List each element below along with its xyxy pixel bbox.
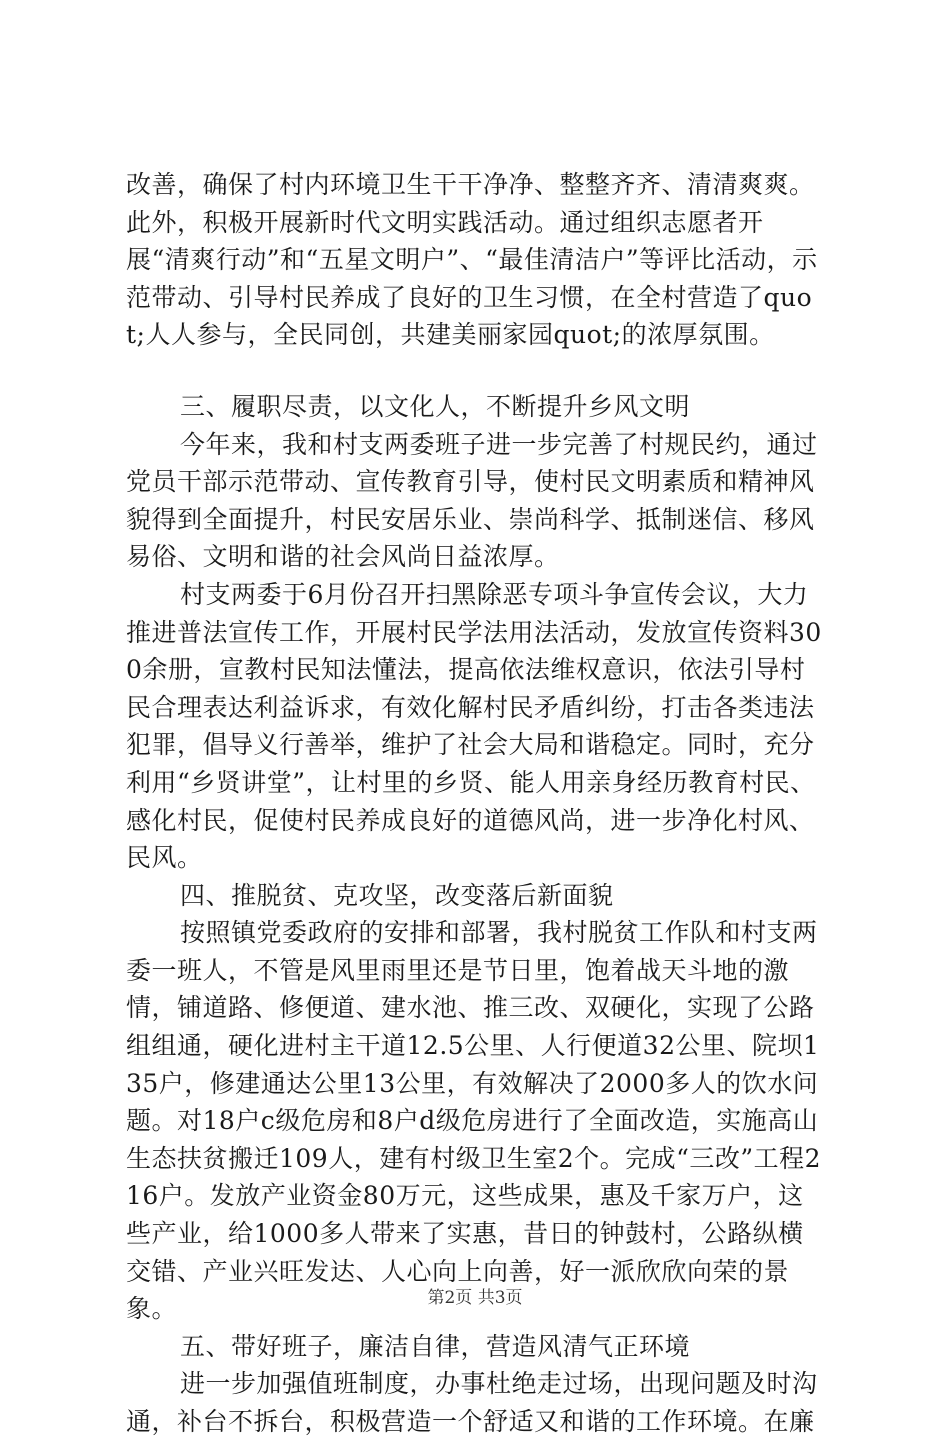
body-paragraph: 村支两委于6月份召开扫黑除恶专项斗争宣传会议，大力推进普法宣传工作，开展村民学法用法活动，发放宣传资料300余册，宣教村民知法懂法，提高依法维权意识，依法引导村民合理表达利益诉求，有效化解村民矛盾纠纷，打击各类违法犯罪，倡导义行善举，维护了社会大局和谐稳定。同时，充分利用“乡贤讲堂”，让村里的乡贤、能人用亲身经历教育村民、感化村民，促使村民养成良好的道德风尚，进一步净化村风、民风。 [126, 579, 822, 873]
section-heading-3: 三、履职尽责，以文化人，不断提升乡风文明 [180, 391, 691, 421]
document-body [126, 166, 826, 1441]
section-heading-5: 五、带好班子，廉洁自律，营造风清气正环境 [180, 1331, 691, 1361]
page-footer: 第2页 共3页 [427, 1288, 523, 1308]
body-paragraph: 进一步加强值班制度，办事杜绝走过场，出现问题及时沟通，补台不拆台，积极营造一个舒适又和谐的工作环境。在廉 [126, 1369, 818, 1436]
paragraph-gap [126, 354, 826, 388]
body-paragraph: 按照镇党委政府的安排和部署，我村脱贫工作队和村支两委一班人，不管是风里雨里还是节日里，饱着战天斗地的激情，铺道路、修便道、建水池、推三改、双硬化，实现了公路组组通，硬化进村主干道12.5公里、人行便道32公里、院坝135户，修建通达公里13公里，有效解决了2000多人的饮水问题。对18户c级危房和8户d级危房进行了全面改造，实施高山生态扶贫搬迁109人，建有村级卫生室2个。完成“三改”工程216户。发放产业资金80万元，这些成果，惠及千家万户，这些产业，给1000多人带来了实惠，昔日的钟鼓村，公路纵横交错、产业兴旺发达、人心向上向善，好一派欣欣向荣的景象。 [126, 918, 822, 1324]
section-heading-4: 四、推脱贫、克攻坚，改变落后新面貌 [180, 880, 614, 910]
paragraph-continuation: 改善，确保了村内环境卫生干干净净、整整齐齐、清清爽爽。此外，积极开展新时代文明实践活动。通过组织志愿者开展“清爽行动”和“五星文明户”、“最佳清洁户”等评比活动，示范带动、引导村民养成了良好的卫生习惯，在全村营造了quot;人人参与，全民同创，共建美丽家园quot;的浓厚氛围。 [126, 170, 818, 350]
body-paragraph: 今年来，我和村支两委班子进一步完善了村规民约，通过党员干部示范带动、宣传教育引导，使村民文明素质和精神风貌得到全面提升，村民安居乐业、崇尚科学、抵制迷信、移风易俗、文明和谐的社会风尚日益浓厚。 [126, 429, 818, 572]
